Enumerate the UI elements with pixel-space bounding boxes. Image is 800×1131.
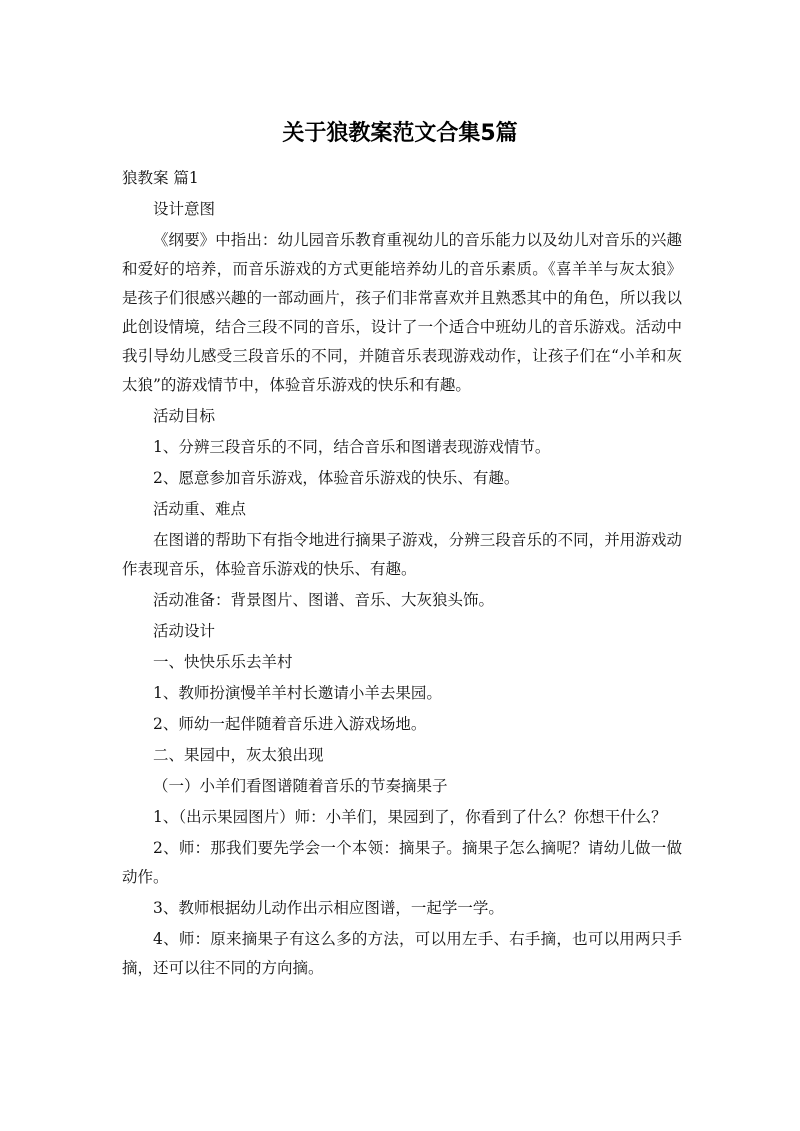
step-item-2-2: 2、师：那我们要先学会一个本领：摘果子。摘果子怎么摘呢？请幼儿做一做动作。 [122,839,682,886]
paragraph-preparation: 活动准备：背景图片、图谱、音乐、大灰狼头饰。 [153,591,495,609]
step-item-2-4: 4、师：原来摘果子有这么多的方法，可以用左手、右手摘，也可以用两只手摘，还可以往不同的方向摘。 [122,930,682,977]
goal-item-2: 2、愿意参加音乐游戏，体验音乐游戏的快乐、有趣。 [153,469,520,487]
document-title: 关于狼教案范文合集5篇 [282,121,518,146]
step-item-2-3: 3、教师根据幼儿动作出示相应图谱，一起学一学。 [153,899,504,917]
document-body [122,164,682,985]
step-heading-2: 二、果园中，灰太狼出现 [153,746,324,764]
subheading-goals: 活动目标 [153,407,216,425]
paragraph-key-points: 在图谱的帮助下有指令地进行摘果子游戏，分辨三段音乐的不同，并用游戏动作表现音乐，体验音乐游戏的快乐、有趣。 [122,531,682,578]
goal-item-1: 1、分辨三段音乐的不同，结合音乐和图谱表现游戏情节。 [153,438,551,456]
step-subheading-2-1: （一）小羊们看图谱随着音乐的节奏摘果子 [153,777,448,795]
step-item-1-1: 1、教师扮演慢羊羊村长邀请小羊去果园。 [153,684,442,702]
step-heading-1: 一、快快乐乐去羊村 [153,653,293,671]
section-heading: 狼教案 篇1 [122,169,199,187]
paragraph-design-intent: 《纲要》中指出：幼儿园音乐教育重视幼儿的音乐能力以及幼儿对音乐的兴趣和爱好的培养，而音乐游戏的方式更能培养幼儿的音乐素质。《喜羊羊与灰太狼》是孩子们很感兴趣的一部动画片，孩子们非常喜欢并且熟悉其中的角色，所以我以此创设情境，结合三段不同的音乐，设计了一个适合中班幼儿的音乐游戏。活动中我引导幼儿感受三段音乐的不同，并随音乐表现游戏动作，让孩子们在“小羊和灰太狼”的游戏情节中，体验音乐游戏的快乐和有趣。 [122,231,682,394]
subheading-key-points: 活动重、难点 [153,500,247,518]
step-item-2-1: 1、（出示果园图片）师：小羊们，果园到了，你看到了什么？你想干什么？ [153,808,667,826]
step-item-1-2: 2、师幼一起伴随着音乐进入游戏场地。 [153,715,427,733]
subheading-activity-design: 活动设计 [153,622,216,640]
subheading-design-intent: 设计意图 [153,200,216,218]
